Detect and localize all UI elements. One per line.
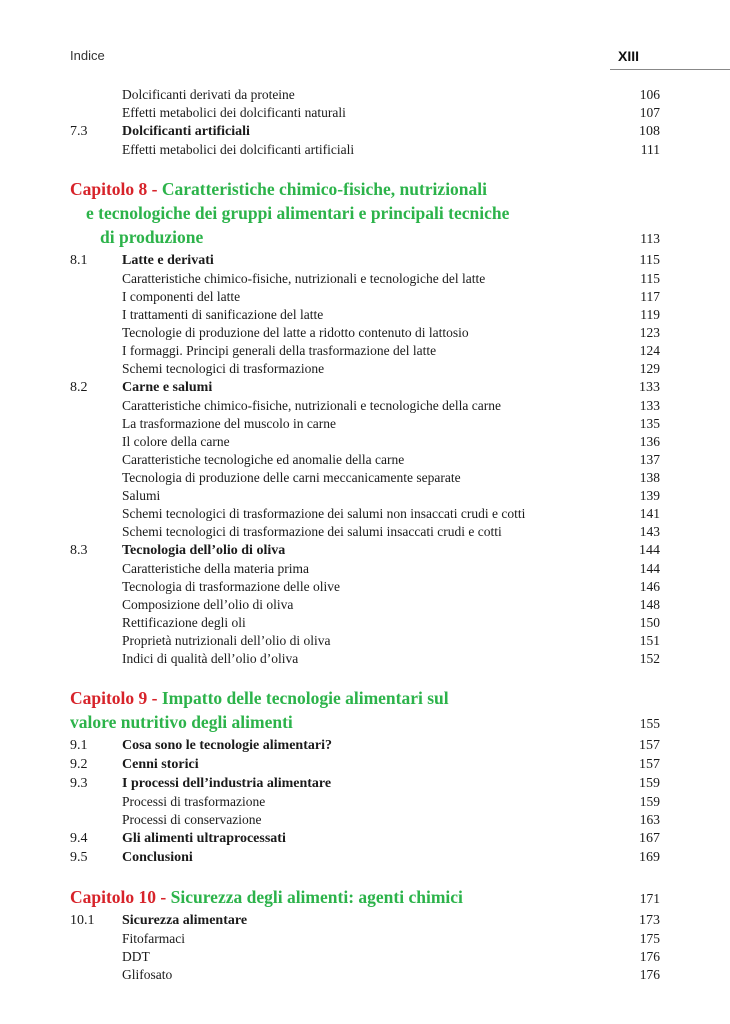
chapter-title: di produzione bbox=[100, 227, 204, 247]
chapter-page: 113 bbox=[640, 231, 660, 246]
chapter-title: Caratteristiche chimico-fisiche, nutrizionali bbox=[161, 179, 488, 199]
section-number: 9.4 bbox=[70, 831, 88, 846]
toc-subsection-row[interactable] bbox=[0, 487, 730, 505]
toc-subsection-row[interactable] bbox=[0, 141, 730, 159]
entry-title: Processi di trasformazione bbox=[122, 794, 266, 809]
chapter-title-line bbox=[0, 686, 730, 710]
toc-group-8 bbox=[0, 251, 730, 668]
toc-subsection-row[interactable] bbox=[0, 966, 730, 984]
entry-title: Salumi bbox=[122, 488, 161, 503]
toc-subsection-row[interactable] bbox=[0, 306, 730, 324]
entry-page: 159 bbox=[639, 776, 660, 791]
toc-section-row[interactable] bbox=[0, 911, 730, 930]
entry-page: 144 bbox=[639, 543, 660, 558]
toc-subsection-row[interactable] bbox=[0, 397, 730, 415]
entry-title: Caratteristiche chimico-fisiche, nutrizionali e tecnologiche della carne bbox=[122, 398, 501, 413]
entry-title: Gli alimenti ultraprocessati bbox=[122, 831, 286, 846]
entry-title: Schemi tecnologici di trasformazione bbox=[122, 361, 325, 376]
chapter-title-text bbox=[70, 686, 449, 710]
toc-subsection-row[interactable] bbox=[0, 433, 730, 451]
toc-section-row[interactable] bbox=[0, 251, 730, 270]
entry-page: 135 bbox=[639, 416, 660, 431]
entry-page: 144 bbox=[639, 561, 660, 576]
entry-page: 119 bbox=[640, 307, 660, 322]
entry-page: 141 bbox=[639, 506, 660, 521]
entry-page: 163 bbox=[639, 812, 660, 827]
toc-section-row[interactable] bbox=[0, 774, 730, 793]
toc-subsection-row[interactable] bbox=[0, 948, 730, 966]
entry-title: Cenni storici bbox=[122, 757, 199, 772]
entry-page: 137 bbox=[639, 452, 660, 467]
toc-group-9 bbox=[0, 736, 730, 867]
entry-title: Glifosato bbox=[122, 967, 173, 982]
entry-title: Caratteristiche tecnologiche ed anomalie della carne bbox=[122, 452, 405, 467]
entry-page: 136 bbox=[639, 434, 660, 449]
chapter-heading-9[interactable] bbox=[0, 686, 730, 734]
chapter-heading-8[interactable] bbox=[0, 177, 730, 249]
toc-subsection-row[interactable] bbox=[0, 324, 730, 342]
entry-page: 157 bbox=[639, 738, 660, 753]
entry-title: Carne e salumi bbox=[122, 380, 213, 395]
chapter-heading-10[interactable] bbox=[0, 885, 730, 909]
entry-page: 173 bbox=[639, 913, 660, 928]
entry-title: I componenti del latte bbox=[122, 289, 241, 304]
toc-subsection-row[interactable] bbox=[0, 811, 730, 829]
toc-section-row[interactable] bbox=[0, 541, 730, 560]
chapter-title-text bbox=[70, 710, 293, 734]
toc-subsection-row[interactable] bbox=[0, 632, 730, 650]
entry-title: Tecnologia di produzione delle carni meccanicamente separate bbox=[122, 470, 461, 485]
section-number: 8.1 bbox=[70, 253, 88, 268]
chapter-label: Capitolo 10 - bbox=[70, 887, 171, 907]
entry-page: 150 bbox=[639, 615, 660, 630]
entry-title: Sicurezza alimentare bbox=[122, 913, 248, 928]
entry-page: 115 bbox=[640, 271, 660, 286]
entry-title: I processi dell’industria alimentare bbox=[122, 776, 332, 791]
entry-title: Processi di conservazione bbox=[122, 812, 262, 827]
toc-section-row[interactable] bbox=[0, 736, 730, 755]
entry-title: Proprietà nutrizionali dell’olio di oliva bbox=[122, 633, 331, 648]
entry-title: Caratteristiche della materia prima bbox=[122, 561, 310, 576]
toc-section-row[interactable] bbox=[0, 829, 730, 848]
entry-page: 107 bbox=[639, 105, 660, 120]
entry-title: Schemi tecnologici di trasformazione dei salumi non insaccati crudi e cotti bbox=[122, 506, 526, 521]
entry-page: 176 bbox=[639, 949, 660, 964]
entry-page: 133 bbox=[639, 380, 660, 395]
entry-title: Tecnologia di trasformazione delle olive bbox=[122, 579, 340, 594]
chapter-title-line bbox=[0, 710, 730, 734]
entry-page: 138 bbox=[639, 470, 660, 485]
toc-subsection-row[interactable] bbox=[0, 560, 730, 578]
toc-subsection-row[interactable] bbox=[0, 930, 730, 948]
entry-page: 143 bbox=[639, 524, 660, 539]
entry-page: 157 bbox=[639, 757, 660, 772]
toc-section-row[interactable] bbox=[0, 122, 730, 141]
entry-page: 117 bbox=[640, 289, 660, 304]
table-of-contents bbox=[0, 86, 730, 984]
toc-subsection-row[interactable] bbox=[0, 104, 730, 122]
toc-subsection-row[interactable] bbox=[0, 505, 730, 523]
section-number: 10.1 bbox=[70, 913, 95, 928]
entry-page: 146 bbox=[639, 579, 660, 594]
toc-subsection-row[interactable] bbox=[0, 614, 730, 632]
entry-page: 124 bbox=[639, 343, 660, 358]
chapter-page: 155 bbox=[639, 716, 660, 731]
entry-title: Rettificazione degli oli bbox=[122, 615, 246, 630]
chapter-title-text bbox=[70, 885, 463, 909]
toc-subsection-row[interactable] bbox=[0, 288, 730, 306]
chapter-title-line bbox=[0, 201, 730, 225]
section-number: 8.3 bbox=[70, 543, 88, 558]
toc-subsection-row[interactable] bbox=[0, 415, 730, 433]
section-number: 9.2 bbox=[70, 757, 88, 772]
entry-title: Dolcificanti derivati da proteine bbox=[122, 87, 295, 102]
chapter-title-line bbox=[0, 885, 730, 909]
chapter-label: Capitolo 9 - bbox=[70, 688, 162, 708]
entry-title: Schemi tecnologici di trasformazione dei salumi insaccati crudi e cotti bbox=[122, 524, 502, 539]
entry-title: Conclusioni bbox=[122, 850, 193, 865]
entry-title: Effetti metabolici dei dolcificanti artificiali bbox=[122, 142, 355, 157]
running-head: Indice bbox=[70, 48, 105, 63]
entry-title: I trattamenti di sanificazione del latte bbox=[122, 307, 324, 322]
entry-page: 148 bbox=[639, 597, 660, 612]
toc-group-10 bbox=[0, 911, 730, 984]
toc-subsection-row[interactable] bbox=[0, 342, 730, 360]
entry-page: 159 bbox=[639, 794, 660, 809]
entry-page: 167 bbox=[639, 831, 660, 846]
entry-title: Fitofarmaci bbox=[122, 931, 185, 946]
entry-page: 152 bbox=[639, 651, 660, 666]
section-number: 8.2 bbox=[70, 380, 88, 395]
entry-page: 151 bbox=[639, 633, 660, 648]
toc-section-row[interactable] bbox=[0, 755, 730, 774]
chapter-label: Capitolo 8 - bbox=[70, 179, 162, 199]
entry-title: Indici di qualità dell’olio d’oliva bbox=[122, 651, 299, 666]
section-number: 9.1 bbox=[70, 738, 88, 753]
chapter-title: Sicurezza degli alimenti: agenti chimici bbox=[170, 887, 463, 907]
entry-page: 129 bbox=[639, 361, 660, 376]
entry-title: Dolcificanti artificiali bbox=[122, 124, 250, 139]
entry-title: La trasformazione del muscolo in carne bbox=[122, 416, 337, 431]
entry-title: Latte e derivati bbox=[122, 253, 214, 268]
entry-page: 175 bbox=[639, 931, 660, 946]
chapter-title-text bbox=[86, 201, 509, 225]
entry-page: 169 bbox=[639, 850, 660, 865]
chapter-title: Impatto delle tecnologie alimentari sul bbox=[161, 688, 449, 708]
entry-page: 108 bbox=[639, 124, 660, 139]
section-number: 7.3 bbox=[70, 124, 88, 139]
toc-subsection-row[interactable] bbox=[0, 469, 730, 487]
chapter-title: e tecnologiche dei gruppi alimentari e principali tecniche bbox=[86, 203, 510, 223]
chapter-title: valore nutritivo degli alimenti bbox=[70, 712, 293, 732]
chapter-page: 171 bbox=[639, 891, 660, 906]
entry-page: 111 bbox=[640, 142, 660, 157]
entry-title: I formaggi. Principi generali della trasformazione del latte bbox=[122, 343, 437, 358]
toc-subsection-row[interactable] bbox=[0, 86, 730, 104]
toc-section-row[interactable] bbox=[0, 848, 730, 867]
entry-title: Caratteristiche chimico-fisiche, nutrizionali e tecnologiche del latte bbox=[122, 271, 486, 286]
entry-title: Composizione dell’olio di oliva bbox=[122, 597, 294, 612]
chapter-title-text bbox=[70, 177, 487, 201]
entry-page: 115 bbox=[639, 253, 660, 268]
entry-title: Tecnologia dell’olio di oliva bbox=[122, 543, 286, 558]
chapter-title-text bbox=[100, 225, 203, 249]
toc-subsection-row[interactable] bbox=[0, 793, 730, 811]
toc-subsection-row[interactable] bbox=[0, 578, 730, 596]
entry-title: Tecnologie di produzione del latte a ridotto contenuto di lattosio bbox=[122, 325, 469, 340]
chapter-title-line bbox=[0, 177, 730, 201]
entry-page: 176 bbox=[639, 967, 660, 982]
entry-page: 139 bbox=[639, 488, 660, 503]
toc-subsection-row[interactable] bbox=[0, 596, 730, 614]
chapter-title-line bbox=[0, 225, 730, 249]
section-number: 9.5 bbox=[70, 850, 88, 865]
header-rule bbox=[610, 69, 730, 70]
toc-group-7 bbox=[0, 86, 730, 159]
toc-subsection-row[interactable] bbox=[0, 650, 730, 668]
entry-page: 133 bbox=[639, 398, 660, 413]
entry-page: 106 bbox=[639, 87, 660, 102]
entry-page: 123 bbox=[639, 325, 660, 340]
toc-subsection-row[interactable] bbox=[0, 270, 730, 288]
toc-section-row[interactable] bbox=[0, 378, 730, 397]
section-number: 9.3 bbox=[70, 776, 88, 791]
toc-subsection-row[interactable] bbox=[0, 523, 730, 541]
entry-title: Effetti metabolici dei dolcificanti naturali bbox=[122, 105, 346, 120]
page-number: XIII bbox=[618, 48, 640, 64]
entry-title: Cosa sono le tecnologie alimentari? bbox=[122, 738, 332, 753]
entry-title: DDT bbox=[122, 949, 150, 964]
toc-subsection-row[interactable] bbox=[0, 360, 730, 378]
entry-title: Il colore della carne bbox=[122, 434, 230, 449]
toc-subsection-row[interactable] bbox=[0, 451, 730, 469]
